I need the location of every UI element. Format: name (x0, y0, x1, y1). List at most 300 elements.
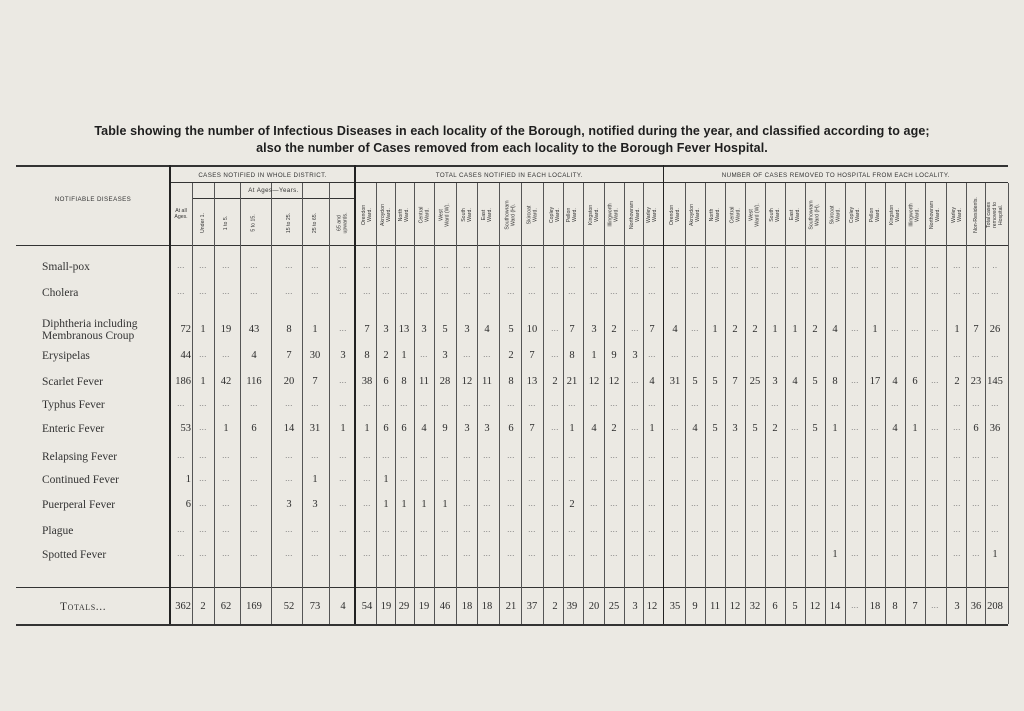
table-cell: ... (463, 474, 471, 483)
table-cell: ... (931, 474, 939, 483)
table-cell: ... (610, 525, 618, 534)
table-cell: 2 (732, 324, 738, 335)
column-header: 5 to 15. (251, 213, 257, 232)
table-cell: 3 (732, 423, 738, 434)
table-cell: ... (363, 451, 371, 460)
table-cell: ... (811, 549, 819, 558)
column-header: Warley Ward. (950, 206, 963, 223)
table-cell: 6 (383, 423, 389, 434)
table-cell: ... (791, 549, 799, 558)
table-cell: ... (528, 525, 536, 534)
table-cell: ... (771, 474, 779, 483)
table-cell: ... (648, 525, 656, 534)
table-cell: ... (691, 350, 699, 359)
table-cell: ... (751, 525, 759, 534)
table-cell: 8 (832, 376, 838, 387)
table-cell: 2 (611, 423, 617, 434)
table-cell: 3 (421, 324, 427, 335)
table-cell: ... (463, 287, 471, 296)
table-cell: ... (250, 399, 258, 408)
table-cell: 17 (869, 376, 881, 387)
table-cell: ... (751, 451, 759, 460)
column-header: Skircoat Ward. (829, 205, 841, 224)
table-cell: ... (953, 287, 961, 296)
table-cell: ... (441, 261, 449, 270)
table-cell: ... (851, 376, 859, 385)
table-cell: ... (891, 399, 899, 408)
table-cell: 6 (383, 376, 389, 387)
table-cell: .. (992, 261, 998, 270)
column-header: Southowram Ward (H). (809, 199, 821, 230)
table-cell: ... (648, 549, 656, 558)
table-cell: ... (483, 287, 491, 296)
table-cell: 2 (552, 601, 558, 612)
table-cell: ... (507, 549, 515, 558)
table-cell: ... (771, 549, 779, 558)
table-cell: ... (441, 287, 449, 296)
table-cell: ... (222, 499, 230, 508)
table-cell: 54 (361, 601, 373, 612)
column-header: Pellon Ward. (565, 207, 578, 222)
table-cell: 13 (526, 376, 538, 387)
table-cell: ... (953, 499, 961, 508)
table-cell: ... (590, 287, 598, 296)
table-cell: ... (953, 350, 961, 359)
column-header: Illingworth Ward. (909, 202, 922, 227)
table-cell: 3 (312, 499, 318, 510)
table-cell: 8 (508, 376, 514, 387)
table-cell: ... (911, 474, 919, 483)
table-cell: ... (400, 287, 408, 296)
table-cell: 73 (309, 601, 321, 612)
table-cell: ... (671, 499, 679, 508)
table-cell: 11 (418, 376, 430, 387)
row-label: Cholera (42, 287, 79, 299)
table-cell: ... (463, 261, 471, 270)
table-cell: ... (250, 451, 258, 460)
table-cell: ... (610, 549, 618, 558)
table-cell: ... (420, 451, 428, 460)
table-cell: 36 (989, 423, 1001, 434)
table-cell: 4 (591, 423, 597, 434)
table-cell: ... (199, 525, 207, 534)
table-cell: ... (528, 549, 536, 558)
table-cell: 2 (611, 324, 617, 335)
table-cell: ... (711, 525, 719, 534)
table-cell: ... (671, 451, 679, 460)
table-cell: 1 (223, 423, 229, 434)
table-cell: ... (831, 451, 839, 460)
table-cell: ... (311, 451, 319, 460)
table-cell: 19 (418, 601, 430, 612)
table-cell: ... (711, 261, 719, 270)
table-cell: ... (363, 399, 371, 408)
table-cell: ... (250, 287, 258, 296)
table-cell: ... (590, 474, 598, 483)
column-header: Pellon Ward. (868, 207, 881, 222)
table-cell: ... (400, 451, 408, 460)
table-cell: 39 (566, 601, 578, 612)
table-cell: ... (831, 474, 839, 483)
table-cell: ... (222, 350, 230, 359)
table-cell: ... (222, 474, 230, 483)
table-cell: ... (731, 499, 739, 508)
table-cell: ... (711, 287, 719, 296)
table-cell: ... (363, 261, 371, 270)
table-cell: 9 (611, 350, 617, 361)
table-cell: 2 (812, 324, 818, 335)
table-cell: 1 (312, 474, 318, 485)
table-cell: ... (382, 399, 390, 408)
table-cell: 145 (987, 376, 1003, 387)
table-cell: 1 (872, 324, 878, 335)
table-cell: ... (590, 525, 598, 534)
table-cell: ... (851, 525, 859, 534)
table-cell: 7 (732, 376, 738, 387)
table-cell: ... (931, 376, 939, 385)
table-cell: ... (590, 549, 598, 558)
table-cell: ... (931, 451, 939, 460)
table-cell: ... (285, 474, 293, 483)
table-cell: 12 (646, 601, 658, 612)
table-cell: ... (222, 525, 230, 534)
table-cell: ... (363, 549, 371, 558)
table-cell: ... (610, 287, 618, 296)
table-cell: ... (339, 451, 347, 460)
table-cell: 5 (508, 324, 514, 335)
table-cell: ... (972, 474, 980, 483)
table-cell: 116 (246, 376, 262, 387)
table-cell: 32 (749, 601, 761, 612)
table-cell: 3 (340, 350, 346, 361)
table-cell: ... (831, 287, 839, 296)
section-header-whole-district: CASES NOTIFIED IN WHOLE DISTRICT. (198, 172, 327, 179)
table-cell: ... (507, 451, 515, 460)
table-cell: ... (911, 451, 919, 460)
table-cell: 3 (632, 601, 638, 612)
row-label: Typhus Fever (42, 399, 105, 411)
column-header: At all Ages. (174, 208, 188, 220)
column-header: Akroydon Ward. (380, 203, 393, 226)
table-cell: ... (972, 451, 980, 460)
table-cell: 18 (461, 601, 473, 612)
table-cell: ... (528, 287, 536, 296)
table-cell: 186 (175, 376, 191, 387)
table-cell: ... (441, 399, 449, 408)
table-cell: ... (953, 399, 961, 408)
table-cell: 1 (569, 423, 575, 434)
table-cell: ... (339, 549, 347, 558)
table-cell: ... (851, 287, 859, 296)
table-cell: ... (871, 549, 879, 558)
table-cell: ... (691, 261, 699, 270)
table-cell: ... (891, 499, 899, 508)
table-cell: ... (731, 399, 739, 408)
table-cell: ... (691, 499, 699, 508)
table-cell: ... (250, 474, 258, 483)
column-header: Orendon Ward. (669, 204, 682, 225)
table-cell: 26 (989, 324, 1001, 335)
table-cell: 31 (309, 423, 321, 434)
table-cell: 1 (442, 499, 448, 510)
table-cell: ... (851, 350, 859, 359)
table-cell: 6 (508, 423, 514, 434)
column-header: Kingston Ward. (588, 204, 601, 225)
table-cell: ... (339, 324, 347, 333)
table-cell: ... (199, 499, 207, 508)
table-cell: 1 (401, 350, 407, 361)
table-cell: ... (891, 324, 899, 333)
table-cell: 7 (912, 601, 918, 612)
column-rule (214, 183, 215, 624)
table-cell: ... (791, 399, 799, 408)
column-header: Kingston Ward. (889, 204, 902, 225)
table-cell: 6 (251, 423, 257, 434)
table-cell: ... (363, 474, 371, 483)
table-cell: ... (711, 451, 719, 460)
table-cell: ... (177, 287, 185, 296)
table-cell: ... (551, 525, 559, 534)
table-cell: 2 (954, 376, 960, 387)
table-cell: 62 (220, 601, 232, 612)
column-rule (1008, 183, 1009, 624)
table-cell: 7 (649, 324, 655, 335)
table-cell: ... (631, 474, 639, 483)
table-cell: ... (285, 261, 293, 270)
table-cell: ... (871, 350, 879, 359)
table-cell: ... (551, 287, 559, 296)
table-cell: 11 (709, 601, 721, 612)
table-cell: 14 (283, 423, 295, 434)
table-cell: 7 (286, 350, 292, 361)
table-cell: 12 (729, 601, 741, 612)
table-cell: ... (568, 549, 576, 558)
header-subrule (192, 198, 354, 199)
row-label: Enteric Fever (42, 423, 105, 435)
row-label: Spotted Fever (42, 549, 107, 561)
column-header: Skircoat Ward. (526, 205, 538, 224)
table-cell: ... (791, 451, 799, 460)
table-cell: ... (811, 474, 819, 483)
table-cell: ... (731, 474, 739, 483)
table-cell: ... (199, 549, 207, 558)
table-cell: 2 (552, 376, 558, 387)
table-cell: 1 (401, 499, 407, 510)
table-cell: ... (831, 499, 839, 508)
table-cell: 4 (484, 324, 490, 335)
table-cell: ... (382, 261, 390, 270)
table-cell: ... (931, 525, 939, 534)
table-cell: ... (731, 350, 739, 359)
table-cell: ... (551, 261, 559, 270)
table-cell: ... (648, 399, 656, 408)
table-cell: 9 (442, 423, 448, 434)
table-cell: 25 (608, 601, 620, 612)
table-cell: 18 (869, 601, 881, 612)
table-cell: ... (671, 399, 679, 408)
table-cell: 1 (364, 423, 370, 434)
table-cell: ... (931, 399, 939, 408)
table-cell: ... (568, 451, 576, 460)
table-cell: ... (751, 399, 759, 408)
table-cell: ... (222, 549, 230, 558)
table-cell: 169 (246, 601, 262, 612)
table-cell: ... (831, 261, 839, 270)
table-cell: ... (851, 499, 859, 508)
table-cell: ... (610, 451, 618, 460)
table-cell: ... (551, 350, 559, 359)
table-cell: ... (691, 399, 699, 408)
table-cell: ... (953, 549, 961, 558)
table-cell: ... (339, 287, 347, 296)
table-cell: ... (691, 324, 699, 333)
column-header: North Ward. (398, 207, 410, 222)
row-label: Puerperal Fever (42, 499, 116, 511)
table-cell: ... (528, 474, 536, 483)
table-cell: ... (199, 451, 207, 460)
table-cell: 4 (892, 423, 898, 434)
table-cell: 13 (398, 324, 410, 335)
column-header: 1 to 5. (222, 215, 229, 230)
table-rule (16, 245, 1008, 246)
table-cell: ... (250, 261, 258, 270)
table-cell: 5 (692, 376, 698, 387)
table-cell: ... (400, 525, 408, 534)
table-cell: ... (953, 451, 961, 460)
table-cell: ... (551, 499, 559, 508)
table-cell: 4 (892, 376, 898, 387)
table-cell: 208 (987, 601, 1003, 612)
table-cell: ... (791, 525, 799, 534)
table-cell: ... (463, 350, 471, 359)
table-cell: 5 (752, 423, 758, 434)
table-cell: 1 (383, 499, 389, 510)
table-cell: ... (648, 499, 656, 508)
table-cell: ... (911, 324, 919, 333)
table-cell: 2 (772, 423, 778, 434)
table-cell: 3 (591, 324, 597, 335)
table-cell: ... (851, 549, 859, 558)
table-cell: 1 (185, 474, 191, 485)
table-cell: ... (731, 287, 739, 296)
table-cell: ... (420, 525, 428, 534)
table-cell: ... (339, 525, 347, 534)
table-cell: ... (631, 525, 639, 534)
table-cell: ... (831, 350, 839, 359)
table-cell: 53 (180, 423, 191, 434)
table-cell: 3 (484, 423, 490, 434)
table-cell: ... (911, 525, 919, 534)
table-cell: 5 (812, 376, 818, 387)
table-cell: 42 (220, 376, 232, 387)
table-caption-line-1: Table showing the number of Infectious Diseases in each locality of the Borough, notified during the year, and classified according to age; (94, 124, 930, 138)
at-ages-years-header: At Ages—Years. (248, 187, 299, 194)
table-cell: ... (791, 287, 799, 296)
table-cell: ... (791, 261, 799, 270)
table-cell: ... (507, 499, 515, 508)
table-cell: ... (911, 287, 919, 296)
table-cell: ... (507, 474, 515, 483)
table-cell: 4 (692, 423, 698, 434)
table-cell: ... (382, 451, 390, 460)
diseases-column-header: NOTIFIABLE DISEASES (54, 196, 132, 203)
table-cell: 7 (973, 324, 979, 335)
row-label: Membranous Croup (42, 330, 135, 342)
table-cell: ... (528, 399, 536, 408)
table-cell: 1 (421, 499, 427, 510)
table-cell: 7 (364, 324, 370, 335)
table-cell: ... (771, 451, 779, 460)
table-cell: ... (285, 399, 293, 408)
table-cell: ... (711, 399, 719, 408)
table-cell: 14 (829, 601, 841, 612)
table-cell: ... (991, 525, 999, 534)
table-cell: ... (528, 451, 536, 460)
table-cell: ... (339, 376, 347, 385)
table-cell: 52 (283, 601, 295, 612)
table-cell: ... (507, 525, 515, 534)
column-header: East Ward. (481, 207, 493, 222)
table-cell: ... (528, 499, 536, 508)
table-cell: 19 (220, 324, 232, 335)
table-cell: ... (551, 549, 559, 558)
table-cell: 38 (361, 376, 373, 387)
column-header: Akroydon Ward. (689, 203, 702, 226)
column-rule (543, 183, 544, 624)
table-cell: ... (731, 261, 739, 270)
table-cell: ... (811, 399, 819, 408)
table-cell: ... (972, 549, 980, 558)
table-cell: ... (771, 261, 779, 270)
table-cell: 4 (340, 601, 346, 612)
column-header: 25 to 65. (312, 212, 319, 233)
table-cell: ... (771, 287, 779, 296)
table-cell: 1 (649, 423, 655, 434)
table-cell: ... (911, 350, 919, 359)
table-cell: 3 (632, 350, 638, 361)
table-cell: ... (568, 261, 576, 270)
table-cell: ... (311, 399, 319, 408)
header-subrule (170, 182, 1008, 183)
table-cell: ... (590, 499, 598, 508)
table-cell: ... (199, 350, 207, 359)
table-cell: ... (400, 549, 408, 558)
table-cell: ... (671, 287, 679, 296)
table-cell: ... (610, 474, 618, 483)
table-cell: ... (177, 451, 185, 460)
table-cell: 3 (464, 423, 470, 434)
table-cell: ... (631, 399, 639, 408)
table-cell: ... (363, 525, 371, 534)
table-cell: ... (953, 474, 961, 483)
table-cell: ... (551, 451, 559, 460)
table-cell: ... (382, 287, 390, 296)
table-cell: ... (222, 261, 230, 270)
table-cell: ... (891, 261, 899, 270)
table-cell: ... (972, 261, 980, 270)
table-cell: ... (851, 399, 859, 408)
table-cell: ... (731, 525, 739, 534)
table-cell: ... (811, 287, 819, 296)
table-cell: ... (339, 499, 347, 508)
table-cell: ... (791, 474, 799, 483)
table-cell: ... (551, 474, 559, 483)
table-cell: 5 (792, 601, 798, 612)
table-cell: ... (851, 474, 859, 483)
table-cell: ... (631, 499, 639, 508)
table-cell: ... (631, 324, 639, 333)
table-cell: ... (911, 549, 919, 558)
